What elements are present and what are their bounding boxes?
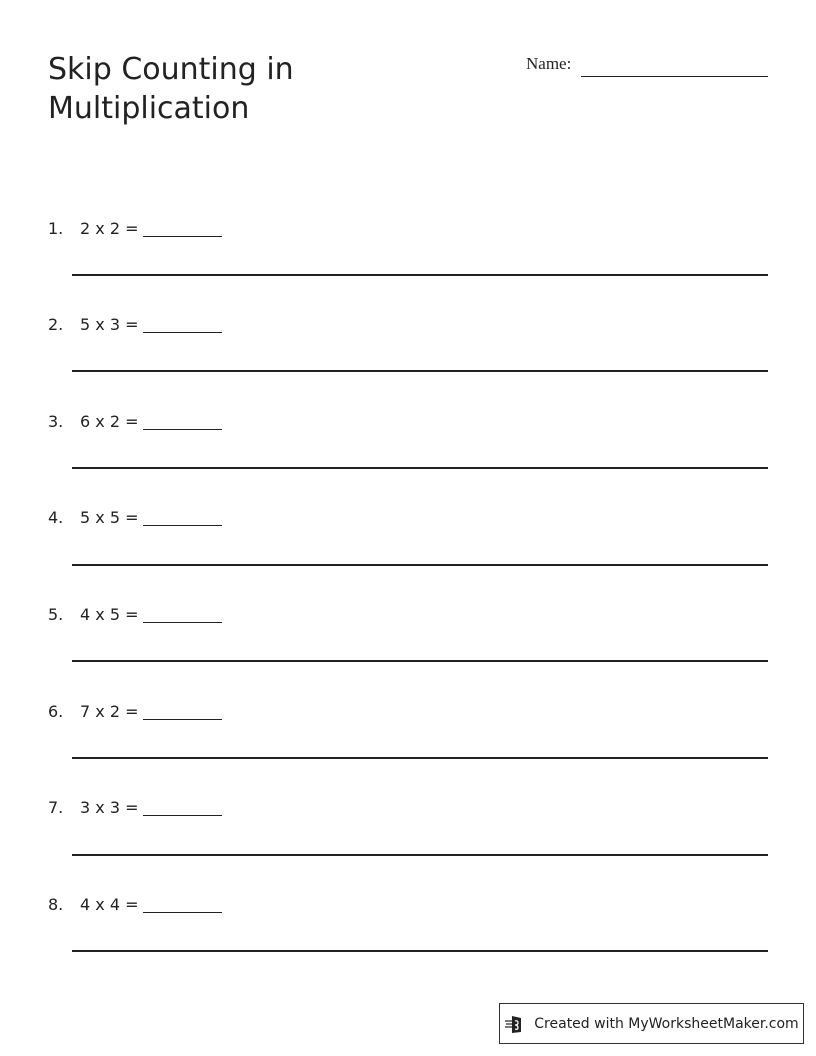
- question-text: 7 x 2 =: [80, 702, 139, 721]
- question-number: 1.: [48, 219, 64, 238]
- answer-line: [72, 564, 768, 566]
- answer-blank: [143, 622, 222, 623]
- question-text: 3 x 3 =: [80, 798, 139, 817]
- name-label: Name:: [526, 54, 572, 73]
- answer-line: [72, 854, 768, 856]
- question-number: 3.: [48, 412, 64, 431]
- answer-blank: [143, 236, 222, 237]
- created-with-badge[interactable]: [499, 1003, 804, 1044]
- worksheet-maker-logo-icon: [504, 1013, 526, 1035]
- answer-line: [72, 274, 768, 276]
- question-number: 8.: [48, 895, 64, 914]
- question-number: 2.: [48, 315, 64, 334]
- badge-text: Created with MyWorksheetMaker.com: [534, 1015, 799, 1032]
- question-number: 7.: [48, 798, 64, 817]
- answer-blank: [143, 332, 222, 333]
- name-field: [526, 52, 770, 80]
- answer-line: [72, 467, 768, 469]
- question-number: 5.: [48, 605, 64, 624]
- question-text: 2 x 2 =: [80, 219, 139, 238]
- question-text: 4 x 4 =: [80, 895, 139, 914]
- worksheet-title: Skip Counting in Multiplication: [48, 52, 294, 126]
- question-number: 4.: [48, 508, 64, 527]
- answer-line: [72, 950, 768, 952]
- question-number: 6.: [48, 702, 64, 721]
- question-text: 5 x 5 =: [80, 508, 139, 527]
- answer-blank: [143, 815, 222, 816]
- answer-blank: [143, 429, 222, 430]
- answer-blank: [143, 912, 222, 913]
- question-text: 6 x 2 =: [80, 412, 139, 431]
- answer-line: [72, 370, 768, 372]
- question-text: 5 x 3 =: [80, 315, 139, 334]
- answer-line: [72, 757, 768, 759]
- question-text: 4 x 5 =: [80, 605, 139, 624]
- name-write-line: [581, 76, 768, 77]
- answer-blank: [143, 525, 222, 526]
- answer-blank: [143, 719, 222, 720]
- answer-line: [72, 660, 768, 662]
